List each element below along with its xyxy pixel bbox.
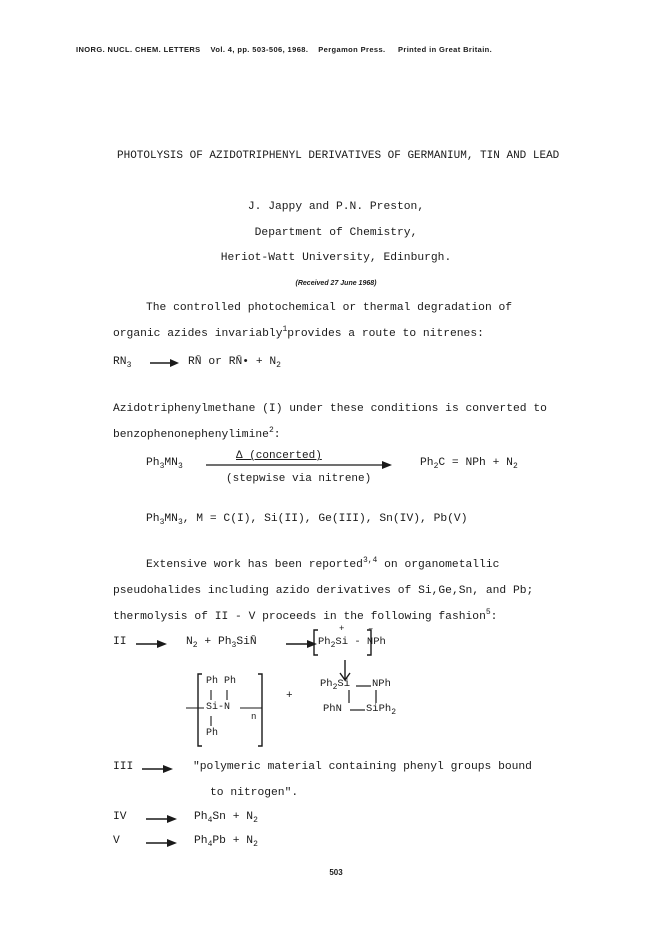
eq2-lhs-mn: MN: [164, 457, 178, 469]
scheme-label-v: V: [113, 835, 120, 847]
eq1-or: or: [208, 356, 222, 368]
iv-sub2: 2: [253, 816, 258, 825]
polymer-n-index: n: [251, 712, 257, 722]
para2-line2: benzophenonephenylimine$^2$:: [113, 426, 281, 441]
reaction-arrow-icon: [150, 356, 180, 370]
iv-rest: Sn + N: [212, 811, 254, 823]
eq1-nitrogen-sub: 2: [276, 361, 281, 370]
v-sub: 4: [207, 840, 213, 849]
scheme-ph3sin-ph: Ph: [217, 636, 232, 648]
scheme-plus-2: +: [286, 690, 293, 702]
scheme-label-iii: III: [113, 761, 134, 773]
ylid-species: [318, 636, 386, 648]
iv-product: [194, 811, 258, 823]
ylid-sub: 2: [330, 641, 336, 650]
para3-line1-a: Extensive work has been reported: [146, 559, 363, 571]
v-sub2: 2: [253, 840, 258, 849]
scheme-n2-sub: 2: [192, 641, 198, 650]
eq1-rhs: [188, 356, 281, 368]
eq1-lhs-text: RN: [113, 356, 127, 368]
v-rest: Pb + N: [212, 835, 254, 847]
ref-2: 2: [268, 426, 274, 435]
para3-line1: [146, 556, 500, 571]
eq2-lhs: [146, 457, 183, 469]
ylid-rest: Si - NPh: [335, 636, 386, 648]
positive-charge: +: [339, 624, 345, 634]
eq2-rhs-ph: Ph: [420, 457, 434, 469]
reaction-arrow-icon: [146, 812, 178, 826]
scheme-label-iv: IV: [113, 811, 127, 823]
para3-line3-text: thermolysis of II - V proceeds in the following fashion: [113, 611, 486, 623]
ring-tl-si: Si: [337, 678, 351, 690]
eq1-lhs-sub: 3: [126, 361, 132, 370]
para3-line2: pseudohalides including azido derivatives of Si,Ge,Sn, and Pb;: [113, 585, 534, 597]
para1-line2-text-b: provides a route to nitrenes:: [287, 328, 484, 340]
scheme-label-ii: II: [113, 636, 127, 648]
ring-br-sub: 2: [391, 708, 397, 717]
eq2-condition-below: (stepwise via nitrene): [226, 473, 372, 485]
eq2-rhs: [420, 457, 518, 469]
ring-tl-ph: Ph: [320, 678, 333, 690]
ref-1: 1: [282, 325, 288, 334]
paper-title: PHOTOLYSIS OF AZIDOTRIPHENYL DERIVATIVES OF GERMANIUM, TIN AND LEAD: [117, 150, 560, 162]
journal-volume: Vol. 4, pp. 503-506, 1968.: [210, 45, 309, 54]
para1-line2: [113, 325, 484, 340]
eq1-nitrene-triplet: RN̄•: [228, 356, 250, 368]
defs-mn: MN: [164, 513, 178, 525]
scheme-ph3sin-sub: 3: [231, 641, 237, 650]
ring-tl-sub: 2: [332, 683, 338, 692]
ylid-ph: Ph: [318, 636, 331, 648]
polymer-ph-1: Ph: [206, 676, 219, 687]
defs-rest: , M = C(I), Si(II), Ge(III), Sn(IV), Pb(V): [182, 513, 468, 525]
para2-line1: Azidotriphenylmethane (I) under these conditions is converted to: [113, 403, 547, 415]
journal-name: INORG. NUCL. CHEM. LETTERS: [76, 45, 201, 54]
iv-ph: Ph: [194, 811, 208, 823]
running-header: [76, 45, 492, 54]
iii-product-line2: to nitrogen".: [210, 787, 299, 799]
scheme-n2-term: [186, 636, 257, 648]
eq1-nitrene-singlet: RN̄: [188, 356, 202, 368]
eq2-lhs-ph: Ph: [146, 457, 160, 469]
publisher: Pergamon Press.: [318, 45, 386, 54]
v-product: [194, 835, 258, 847]
printed-in: Printed in Great Britain.: [397, 45, 493, 54]
iii-product-line1: "polymeric material containing phenyl groups bound: [193, 761, 532, 773]
polymer-ph-3: Ph: [206, 728, 219, 739]
long-reaction-arrow-icon: [206, 460, 392, 474]
scheme-ph3sin-rest: SiN̄: [236, 636, 257, 648]
ring-bonds-icon: [340, 684, 380, 712]
polymer-si-n: Si-N: [206, 702, 231, 713]
compound-definitions: [146, 513, 467, 525]
eq2-rhs-sub2: 2: [512, 462, 518, 471]
negative-charge: –: [368, 624, 374, 634]
eq2-lhs-sub2: 3: [177, 462, 183, 471]
department: Department of Chemistry,: [254, 227, 418, 239]
defs-sub2: 3: [177, 518, 183, 527]
received-date: (Received 27 June 1968): [295, 280, 377, 287]
university: Heriot-Watt University, Edinburgh.: [220, 252, 452, 264]
authors: J. Jappy and P.N. Preston,: [247, 201, 425, 213]
ref-5: 5: [485, 608, 491, 617]
eq2-lhs-sub1: 3: [159, 462, 165, 471]
page-number: 503: [329, 868, 343, 877]
para1-line2-text-a: organic azides invariably: [113, 328, 283, 340]
defs-sub1: 3: [159, 518, 165, 527]
ring-bottom-left: PhN: [323, 703, 342, 715]
eq1-lhs: [113, 356, 131, 368]
scheme-n2: N: [186, 636, 193, 648]
defs-ph: Ph: [146, 513, 160, 525]
eq1-nitrogen: + N: [255, 356, 277, 368]
para1-line1: The controlled photochemical or thermal degradation of: [146, 302, 513, 314]
ring-br-siph: SiPh: [366, 703, 392, 715]
para3-line3: [113, 608, 498, 623]
reaction-arrow-icon: [146, 836, 178, 850]
para3-line3-end: :: [490, 611, 498, 623]
ring-top-right: NPh: [372, 678, 391, 690]
reaction-arrow-icon: [136, 637, 168, 651]
para3-line1-b: on organometallic: [384, 559, 500, 571]
v-ph: Ph: [194, 835, 208, 847]
ref-3-4: 3,4: [362, 556, 378, 565]
polymer-ph-2: Ph: [224, 676, 237, 687]
reaction-arrow-icon: [142, 762, 174, 776]
iv-sub: 4: [207, 816, 213, 825]
para2-line2-text: benzophenonephenylimine: [113, 429, 269, 441]
eq2-rhs-sub: 2: [433, 462, 439, 471]
eq2-condition-above: Δ (concerted): [236, 450, 322, 462]
eq2-rhs-rest: C = NPh + N: [438, 457, 513, 469]
scheme-plus: +: [204, 636, 212, 648]
